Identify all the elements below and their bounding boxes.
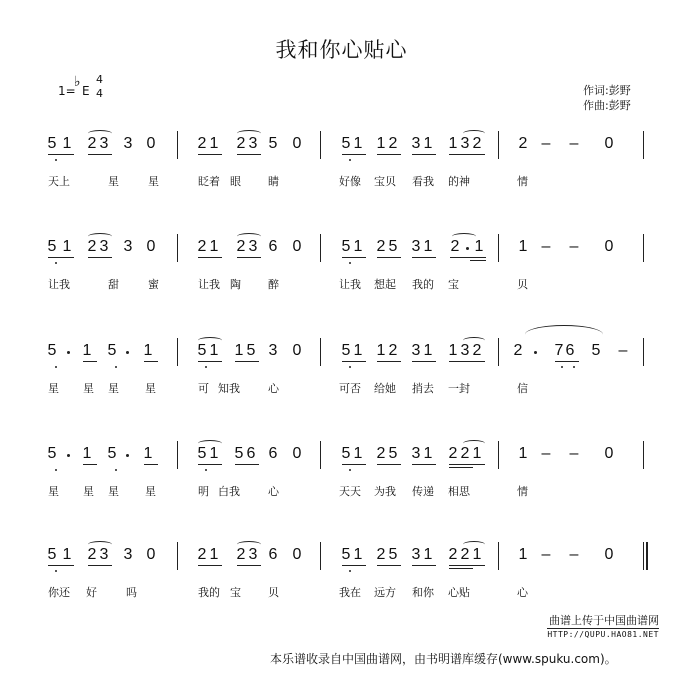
note: 5 — [107, 445, 117, 462]
note: 5 — [341, 546, 351, 563]
lyric: 想起 — [374, 278, 396, 291]
beam-underline — [342, 361, 366, 362]
beam-underline — [83, 464, 97, 465]
augmentation-dot — [466, 247, 469, 250]
note: 3 — [248, 238, 258, 255]
note: 5 — [47, 342, 57, 359]
source-note: 本乐谱收录自中国曲谱网，由书明谱库缓存(www.spuku.com)。 — [270, 652, 617, 666]
lyric: 可否 — [339, 382, 361, 395]
augmentation-dot — [67, 351, 70, 354]
lyric: 明 — [198, 485, 209, 498]
lyric: 醉 — [268, 278, 279, 291]
note: 5 — [341, 135, 351, 152]
note: 5 — [47, 238, 57, 255]
lyric: 星 — [108, 175, 119, 188]
note: 3 — [123, 238, 133, 255]
note: 2 — [448, 546, 458, 563]
beam-underline — [450, 257, 486, 258]
beam-underline — [48, 154, 74, 155]
note: 6 — [268, 445, 278, 462]
note: 1 — [62, 135, 72, 152]
lyric: 你还 — [48, 586, 70, 599]
note: 2 — [87, 238, 97, 255]
lyric: 宝 — [448, 278, 459, 291]
lyric: 的神 — [448, 175, 470, 188]
note: 2 — [388, 135, 398, 152]
beam-underline — [377, 154, 401, 155]
note: 3 — [99, 546, 109, 563]
bar-line — [320, 131, 321, 159]
beam-underline — [88, 154, 112, 155]
low-octave-dot — [349, 570, 351, 572]
bar-line — [177, 131, 178, 159]
lyric: 眼 — [230, 175, 241, 188]
lyric: 甜 — [108, 278, 119, 291]
augmentation-dot — [534, 351, 537, 354]
lyric: 天天 — [339, 485, 361, 498]
lyric: 星 — [108, 485, 119, 498]
note: 0 — [292, 342, 302, 359]
note: 5 — [388, 546, 398, 563]
slur-arc — [463, 337, 485, 344]
note: 3 — [268, 342, 278, 359]
lyric: 相思 — [448, 485, 470, 498]
low-octave-dot — [561, 366, 563, 368]
beam-underline — [144, 464, 158, 465]
beam-underline — [470, 260, 486, 261]
note: 0 — [604, 135, 614, 152]
lyric: 我在 — [339, 586, 361, 599]
bar-line — [177, 542, 178, 570]
note: 1 — [423, 342, 433, 359]
lyric: 心 — [268, 382, 279, 395]
note: 1 — [209, 135, 219, 152]
note: 3 — [248, 546, 258, 563]
note: 1 — [143, 342, 153, 359]
lyric: 信 — [517, 382, 528, 395]
low-octave-dot — [349, 159, 351, 161]
note: 1 — [474, 238, 484, 255]
bar-line — [643, 234, 644, 262]
note: 2 — [197, 546, 207, 563]
lyric: 贝 — [517, 278, 528, 291]
note: 1 — [209, 238, 219, 255]
note: 1 — [423, 238, 433, 255]
slur-arc — [237, 541, 261, 548]
beam-underline — [449, 565, 485, 566]
note: 1 — [423, 445, 433, 462]
beam-underline — [235, 464, 259, 465]
note: 5 — [197, 342, 207, 359]
bar-line — [320, 234, 321, 262]
key-note: E — [82, 84, 90, 98]
note: 1 — [143, 445, 153, 462]
note: 0 — [292, 238, 302, 255]
composer-credit: 作曲:彭野 — [583, 99, 631, 112]
beam-underline — [237, 154, 261, 155]
note: 1 — [82, 445, 92, 462]
note: 3 — [248, 135, 258, 152]
upload-url: HTTP://QUPU.HAO81.NET — [547, 630, 659, 639]
bar-line — [177, 338, 178, 366]
low-octave-dot — [55, 366, 57, 368]
time-bottom: 4 — [96, 87, 103, 100]
note: 1 — [376, 135, 386, 152]
slur-arc — [452, 233, 476, 240]
bar-line — [498, 131, 499, 159]
beam-underline — [198, 464, 222, 465]
note: 0 — [292, 546, 302, 563]
note: 0 — [146, 135, 156, 152]
low-octave-dot — [55, 159, 57, 161]
slur-arc — [237, 130, 261, 137]
beam-underline — [198, 257, 222, 258]
low-octave-dot — [349, 366, 351, 368]
bar-line — [498, 542, 499, 570]
upload-note — [547, 612, 659, 639]
note: – — [569, 238, 579, 255]
note: 5 — [107, 342, 117, 359]
lyric: 星 — [108, 382, 119, 395]
note: – — [618, 342, 628, 359]
note: 2 — [376, 546, 386, 563]
note: 2 — [236, 135, 246, 152]
low-octave-dot — [55, 262, 57, 264]
note: 2 — [460, 445, 470, 462]
note: 5 — [388, 445, 398, 462]
lyric: 星 — [145, 485, 156, 498]
note: 5 — [268, 135, 278, 152]
beam-underline — [48, 257, 74, 258]
note: 1 — [234, 342, 244, 359]
beam-underline — [377, 257, 401, 258]
beam-underline — [377, 464, 401, 465]
note: 1 — [82, 342, 92, 359]
note: 0 — [604, 546, 614, 563]
note: 0 — [292, 445, 302, 462]
lyric: 眨着 — [198, 175, 220, 188]
low-octave-dot — [205, 366, 207, 368]
bar-line — [320, 338, 321, 366]
lyric: 宝贝 — [374, 175, 396, 188]
note: 3 — [123, 546, 133, 563]
bar-line — [643, 338, 644, 366]
note: 3 — [99, 135, 109, 152]
note: 0 — [292, 135, 302, 152]
augmentation-dot — [67, 454, 70, 457]
note: 6 — [246, 445, 256, 462]
beam-underline — [412, 154, 436, 155]
lyric: 星 — [83, 382, 94, 395]
key-prefix: 1= — [58, 84, 76, 98]
note: 1 — [209, 546, 219, 563]
note: 1 — [423, 546, 433, 563]
note: 1 — [448, 135, 458, 152]
lyric: 吗 — [126, 586, 137, 599]
note: 2 — [448, 445, 458, 462]
note: 1 — [353, 135, 363, 152]
note: 2 — [450, 238, 460, 255]
lyric: 为我 — [374, 485, 396, 498]
lyric: 知我 — [218, 382, 240, 395]
note: 7 — [554, 342, 564, 359]
lyric: 陶 — [230, 278, 241, 291]
note: 1 — [472, 546, 482, 563]
low-octave-dot — [115, 366, 117, 368]
time-top: 4 — [96, 73, 103, 86]
lyric: 星 — [148, 175, 159, 188]
slur-arc — [88, 541, 112, 548]
note: 2 — [236, 238, 246, 255]
note: 1 — [209, 445, 219, 462]
note: – — [541, 135, 551, 152]
beam-underline — [83, 361, 97, 362]
beam-underline — [449, 154, 485, 155]
note: 2 — [460, 546, 470, 563]
note: 3 — [411, 546, 421, 563]
lyric: 蜜 — [148, 278, 159, 291]
note: 1 — [518, 238, 528, 255]
lyric: 和你 — [412, 586, 434, 599]
note: 3 — [411, 445, 421, 462]
lyric: 我的 — [412, 278, 434, 291]
note: 5 — [388, 238, 398, 255]
beam-underline — [412, 565, 436, 566]
note: 3 — [123, 135, 133, 152]
bar-line — [320, 542, 321, 570]
lyric: 传递 — [412, 485, 434, 498]
note: – — [541, 445, 551, 462]
note: 2 — [388, 342, 398, 359]
note: 5 — [341, 342, 351, 359]
lyric: 宝 — [230, 586, 241, 599]
lyric: 一封 — [448, 382, 470, 395]
note: 1 — [423, 135, 433, 152]
lyric: 让我 — [339, 278, 361, 291]
lyric: 星 — [145, 382, 156, 395]
note: 0 — [604, 445, 614, 462]
note: 5 — [234, 445, 244, 462]
note: – — [541, 546, 551, 563]
beam-underline — [198, 565, 222, 566]
lyric: 给她 — [374, 382, 396, 395]
upload-text: 曲谱上传于中国曲谱网 — [549, 614, 659, 627]
note: 1 — [353, 445, 363, 462]
beam-underline — [412, 361, 436, 362]
lyric: 情 — [517, 485, 528, 498]
beam-underline — [342, 154, 366, 155]
note: 2 — [376, 238, 386, 255]
slur-arc — [463, 130, 485, 137]
note: 1 — [353, 546, 363, 563]
note: 1 — [209, 342, 219, 359]
note: 5 — [341, 445, 351, 462]
lyric: 睛 — [268, 175, 279, 188]
slur-arc — [198, 337, 222, 344]
slur-arc — [237, 233, 261, 240]
note: 5 — [197, 445, 207, 462]
bar-line — [643, 131, 644, 159]
note: 3 — [460, 342, 470, 359]
note: 1 — [448, 342, 458, 359]
lyric: 远方 — [374, 586, 396, 599]
final-bar-line — [646, 542, 648, 570]
note: 1 — [518, 445, 528, 462]
slur-arc — [88, 130, 112, 137]
note: 3 — [460, 135, 470, 152]
note: 3 — [411, 135, 421, 152]
note: – — [569, 135, 579, 152]
note: 3 — [99, 238, 109, 255]
note: 5 — [341, 238, 351, 255]
bar-line — [320, 441, 321, 469]
note: 1 — [353, 342, 363, 359]
bar-line — [643, 441, 644, 469]
beam-underline — [342, 464, 366, 465]
beam-underline — [555, 361, 579, 362]
lyric: 可 — [198, 382, 209, 395]
note: 2 — [472, 135, 482, 152]
lyric: 星 — [48, 485, 59, 498]
bar-line — [177, 234, 178, 262]
lyric: 心 — [517, 586, 528, 599]
note: 2 — [518, 135, 528, 152]
beam-underline — [412, 464, 436, 465]
lyric: 情 — [517, 175, 528, 188]
slur-arc — [463, 541, 485, 548]
note: 1 — [472, 445, 482, 462]
note: 1 — [62, 238, 72, 255]
lyric: 让我 — [198, 278, 220, 291]
lyric: 星 — [83, 485, 94, 498]
note: 2 — [197, 135, 207, 152]
beam-underline — [342, 257, 366, 258]
score-title: 我和你心贴心 — [275, 38, 408, 62]
beam-underline — [449, 568, 473, 569]
bar-line — [177, 441, 178, 469]
note: 3 — [411, 342, 421, 359]
beam-underline — [48, 565, 74, 566]
note: 2 — [197, 238, 207, 255]
bar-line — [498, 234, 499, 262]
bar-line — [498, 441, 499, 469]
beam-underline — [342, 565, 366, 566]
note: 0 — [146, 546, 156, 563]
lyric: 贝 — [268, 586, 279, 599]
note: 1 — [376, 342, 386, 359]
slur-arc — [198, 440, 222, 447]
note: 2 — [513, 342, 523, 359]
note: 6 — [268, 546, 278, 563]
beam-underline — [198, 361, 222, 362]
beam-underline — [198, 154, 222, 155]
augmentation-dot — [126, 351, 129, 354]
bar-line — [498, 338, 499, 366]
note: 1 — [62, 546, 72, 563]
lyric: 白我 — [218, 485, 240, 498]
note: – — [569, 445, 579, 462]
low-octave-dot — [55, 469, 57, 471]
beam-underline — [88, 565, 112, 566]
note: 5 — [246, 342, 256, 359]
note: – — [541, 238, 551, 255]
lyric: 星 — [48, 382, 59, 395]
slur-arc — [463, 440, 485, 447]
note: 5 — [47, 135, 57, 152]
note: 3 — [411, 238, 421, 255]
note: 5 — [47, 546, 57, 563]
note: 1 — [518, 546, 528, 563]
note: 2 — [87, 135, 97, 152]
beam-underline — [377, 565, 401, 566]
beam-underline — [377, 361, 401, 362]
note: 2 — [87, 546, 97, 563]
note: 2 — [236, 546, 246, 563]
lyric: 让我 — [48, 278, 70, 291]
lyric: 心贴 — [448, 586, 470, 599]
lyric: 心 — [268, 485, 279, 498]
lyric: 天上 — [48, 175, 70, 188]
note: 5 — [47, 445, 57, 462]
note: 2 — [376, 445, 386, 462]
lyric: 我的 — [198, 586, 220, 599]
note: 5 — [591, 342, 601, 359]
lyric: 看我 — [412, 175, 434, 188]
lyricist-credit: 作词:彭野 — [583, 84, 631, 97]
low-octave-dot — [573, 366, 575, 368]
note: 1 — [353, 238, 363, 255]
lyric: 捎去 — [412, 382, 434, 395]
lyric: 好 — [86, 586, 97, 599]
low-octave-dot — [349, 262, 351, 264]
beam-underline — [449, 361, 485, 362]
beam-underline — [88, 257, 112, 258]
beam-underline — [237, 565, 261, 566]
note: 2 — [472, 342, 482, 359]
beam-underline — [412, 257, 436, 258]
beam-underline — [449, 467, 473, 468]
slur-arc — [88, 233, 112, 240]
beam-underline — [235, 361, 259, 362]
note: 6 — [565, 342, 575, 359]
low-octave-dot — [115, 469, 117, 471]
slur-arc — [525, 325, 603, 344]
beam-underline — [237, 257, 261, 258]
note: 0 — [604, 238, 614, 255]
beam-underline — [144, 361, 158, 362]
lyric: 好像 — [339, 175, 361, 188]
low-octave-dot — [349, 469, 351, 471]
note: – — [569, 546, 579, 563]
note: 0 — [146, 238, 156, 255]
low-octave-dot — [205, 469, 207, 471]
bar-line — [643, 542, 644, 570]
flat-icon: ♭ — [74, 74, 81, 90]
low-octave-dot — [55, 570, 57, 572]
note: 6 — [268, 238, 278, 255]
augmentation-dot — [126, 454, 129, 457]
beam-underline — [449, 464, 485, 465]
